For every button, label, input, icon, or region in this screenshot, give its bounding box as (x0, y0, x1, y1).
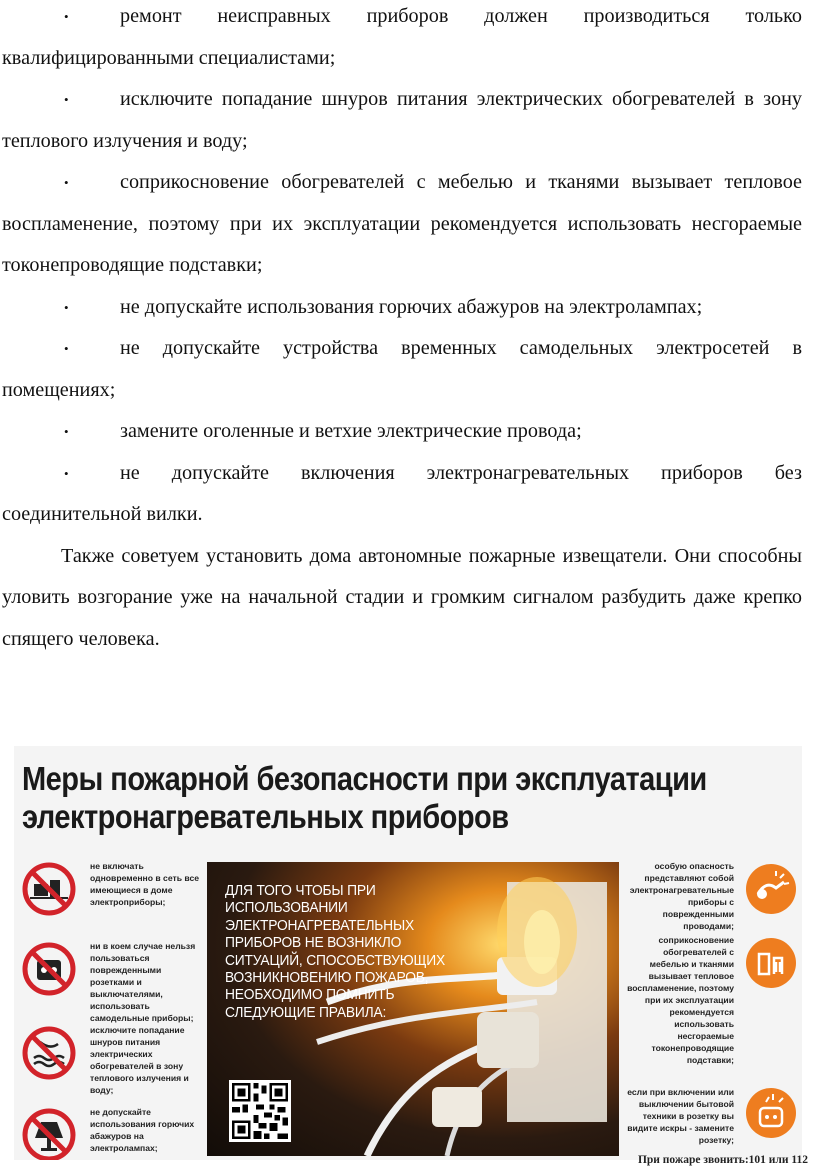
bullet-icon: • (64, 424, 69, 439)
list-item (2, 453, 802, 536)
no-flammable-lampshade-icon (22, 1108, 76, 1160)
bullet-icon: • (64, 9, 69, 24)
bullet-icon: • (64, 465, 69, 481)
poster-right-column (622, 858, 800, 1160)
bullet-icon: • (64, 299, 69, 315)
poster-rule (622, 858, 800, 934)
list-item (2, 79, 802, 162)
list-item-text: замените оголенные и ветхие электрические провода; (120, 420, 582, 442)
no-damaged-socket-icon (22, 942, 76, 996)
poster-title-line: Меры пожарной безопасности при эксплуатации (22, 760, 707, 797)
heater-furniture-icon (746, 938, 796, 988)
list-item-text: не допускайте включения электронагревательных приборов без соединительной вилки. (2, 461, 802, 525)
poster-rule-text: исключите попадание шнуров питания электрических обогревателей в зону теплового излучения и воду; (90, 1025, 189, 1095)
poster-title-line: электронагревательных приборов (22, 798, 509, 835)
poster-rule-text: соприкосновение обогревателей с мебелью и тканями вызывает тепловое воспламенение, поэтому при их эксплуатации рекомендуется использовать несгораемые токонепроводящие подставки; (627, 935, 734, 1065)
poster-left-column (20, 858, 205, 1160)
list-item-text: не допускайте устройства временных самодельных электросетей в помещениях; (2, 337, 802, 401)
poster-rule (20, 858, 205, 938)
poster-rule (622, 934, 800, 1086)
list-item (2, 0, 802, 79)
poster-rule-text: если при включении или выключении бытовой техники в розетку вы видите искры - замените розетку; (627, 1087, 734, 1145)
burning-socket-photo (207, 862, 619, 1156)
list-item-text: не допускайте использования горючих абажуров на электролампах; (120, 295, 703, 318)
no-multiple-appliances-icon (22, 862, 76, 916)
qr-code-icon (232, 1083, 288, 1139)
no-cord-in-water-icon (22, 1026, 76, 1080)
list-item-text: исключите попадание шнуров питания электрических обогревателей в зону теплового излучения и воду; (2, 88, 802, 152)
list-item-text: соприкосновение обогревателей с мебелью и тканями вызывает тепловое воспламенение, поэтому при их эксплуатации рекомендуется использовать несгораемые токонепроводящие подставки; (2, 171, 802, 276)
list-item (2, 411, 802, 453)
list-item (2, 287, 802, 329)
fire-safety-poster (14, 746, 802, 1160)
poster-rule (622, 1086, 800, 1160)
photo-caption: ДЛЯ ТОГО ЧТОБЫ ПРИ ИСПОЛЬЗОВАНИИ ЭЛЕКТРОНАГРЕВАТЕЛЬНЫХ ПРИБОРОВ НЕ ВОЗНИКЛО СИТУАЦИЙ, СПОСОБСТВУЮЩИХ ВОЗНИКНОВЕНИЮ ПОЖАРОВ, НЕОБХОДИМО ПОМНИТЬ СЛЕДУЮЩИЕ ПРАВИЛА: (225, 882, 446, 1021)
bullet-icon: • (64, 92, 69, 107)
bullet-icon: • (64, 175, 69, 190)
poster-rule-text: не включать одновременно в сеть все имеющиеся в доме электроприборы; (90, 861, 200, 907)
poster-rule (20, 938, 205, 1022)
qr-code (229, 1080, 291, 1142)
list-item (2, 162, 802, 287)
sparking-socket-icon (746, 1088, 796, 1138)
poster-rule-text: особую опасность представляют собой электронагревательные приборы с поврежденными проводами; (629, 861, 734, 931)
poster-rule (20, 1022, 205, 1104)
poster-rule (20, 1104, 205, 1160)
poster-title (22, 760, 708, 836)
damaged-wire-icon (746, 864, 796, 914)
poster-rule-text: ни в коем случае нельзя пользоваться поврежденными розетками и выключателями, использовать самодельные приборы; (90, 941, 196, 1023)
list-item (2, 328, 802, 411)
emergency-phone-note: При пожаре звонить:101 или 112 (637, 1154, 808, 1166)
list-item-text: ремонт неисправных приборов должен производиться только квалифицированными специалистами; (2, 5, 802, 69)
poster-rule-text: не допускайте использования горючих абажуров на электролампах; (90, 1107, 195, 1153)
bullet-icon: • (64, 341, 69, 356)
advice-paragraph: Также советуем установить дома автономные пожарные извещатели. Они способны уловить возгорание уже на начальной стадии и громким сигналом разбудить даже крепко спящего человека. (2, 544, 802, 650)
